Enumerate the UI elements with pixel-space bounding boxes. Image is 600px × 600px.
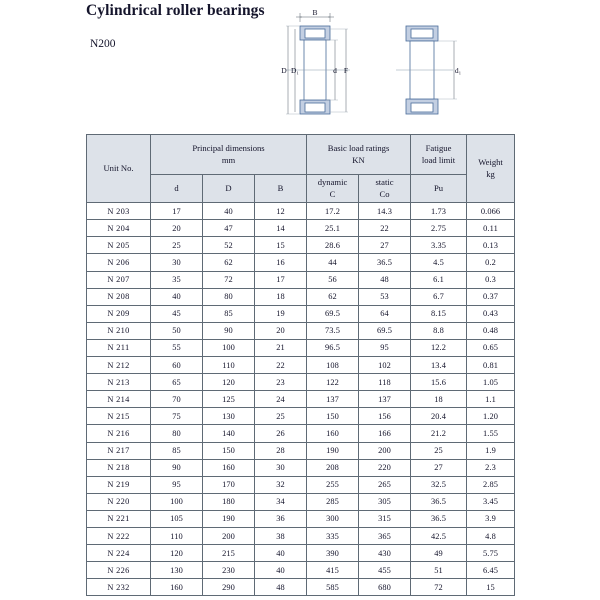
cell-static-co: 166 <box>359 425 411 442</box>
cell-d: 70 <box>151 391 203 408</box>
cell-fatigue-pu: 49 <box>411 545 467 562</box>
cell-dynamic-c: 150 <box>307 408 359 425</box>
cell-fatigue-pu: 13.4 <box>411 357 467 374</box>
cell-d: 65 <box>151 374 203 391</box>
cell-unit: N 215 <box>87 408 151 425</box>
cell-d: 25 <box>151 237 203 254</box>
cell-outer-diameter: 150 <box>203 442 255 459</box>
cell-unit: N 210 <box>87 322 151 339</box>
cell-dynamic-c: 415 <box>307 562 359 579</box>
cell-unit: N 203 <box>87 203 151 220</box>
cell-fatigue-pu: 20.4 <box>411 408 467 425</box>
cell-weight: 0.37 <box>467 288 515 305</box>
cell-static-co: 265 <box>359 476 411 493</box>
cell-dynamic-c: 122 <box>307 374 359 391</box>
cell-outer-diameter: 80 <box>203 288 255 305</box>
cell-d: 30 <box>151 254 203 271</box>
cell-unit: N 206 <box>87 254 151 271</box>
cell-dynamic-c: 25.1 <box>307 220 359 237</box>
cell-static-co: 156 <box>359 408 411 425</box>
cell-dynamic-c: 208 <box>307 459 359 476</box>
cell-static-co: 64 <box>359 305 411 322</box>
cell-weight: 3.9 <box>467 510 515 527</box>
cell-unit: N 208 <box>87 288 151 305</box>
cell-weight: 4.8 <box>467 527 515 544</box>
table-row <box>87 322 515 339</box>
cell-weight: 1.9 <box>467 442 515 459</box>
cell-weight: 1.20 <box>467 408 515 425</box>
cell-weight: 0.066 <box>467 203 515 220</box>
header-fatigue-load-limit <box>411 135 467 175</box>
specifications-table <box>86 134 515 596</box>
cell-d: 80 <box>151 425 203 442</box>
cell-outer-diameter: 160 <box>203 459 255 476</box>
cell-weight: 0.13 <box>467 237 515 254</box>
cell-width: 16 <box>255 254 307 271</box>
cell-static-co: 305 <box>359 493 411 510</box>
cell-unit: N 209 <box>87 305 151 322</box>
cell-dynamic-c: 255 <box>307 476 359 493</box>
cell-d: 110 <box>151 527 203 544</box>
header-principal-title: Principal dimensions <box>192 142 265 153</box>
cell-weight: 1.55 <box>467 425 515 442</box>
cell-width: 22 <box>255 357 307 374</box>
cell-static-co: 315 <box>359 510 411 527</box>
cell-width: 25 <box>255 408 307 425</box>
header-sub-static <box>359 175 411 203</box>
cell-static-co: 14.3 <box>359 203 411 220</box>
header-sub-dynamic <box>307 175 359 203</box>
cell-d: 85 <box>151 442 203 459</box>
cell-width: 21 <box>255 339 307 356</box>
cell-outer-diameter: 100 <box>203 339 255 356</box>
cell-outer-diameter: 72 <box>203 271 255 288</box>
cell-unit: N 207 <box>87 271 151 288</box>
specifications-table-wrap <box>86 134 514 596</box>
cell-weight: 0.3 <box>467 271 515 288</box>
cell-weight: 6.45 <box>467 562 515 579</box>
cell-width: 34 <box>255 493 307 510</box>
cell-static-co: 95 <box>359 339 411 356</box>
cell-width: 30 <box>255 459 307 476</box>
cell-unit: N 217 <box>87 442 151 459</box>
cell-unit: N 214 <box>87 391 151 408</box>
cell-dynamic-c: 73.5 <box>307 322 359 339</box>
cell-static-co: 102 <box>359 357 411 374</box>
table-row <box>87 271 515 288</box>
cell-weight: 1.1 <box>467 391 515 408</box>
cell-fatigue-pu: 25 <box>411 442 467 459</box>
header-fatigue-line1: Fatigue <box>425 142 452 153</box>
cell-fatigue-pu: 72 <box>411 579 467 596</box>
cell-width: 40 <box>255 562 307 579</box>
table-row <box>87 493 515 510</box>
header-sub-pu: Pu <box>411 175 467 203</box>
cell-width: 12 <box>255 203 307 220</box>
cell-fatigue-pu: 32.5 <box>411 476 467 493</box>
header-principal-unit: mm <box>221 154 236 165</box>
cell-unit: N 218 <box>87 459 151 476</box>
label-d1: d₁ <box>454 66 462 75</box>
header-weight <box>467 135 515 203</box>
table-row <box>87 391 515 408</box>
cell-width: 23 <box>255 374 307 391</box>
cell-fatigue-pu: 21.2 <box>411 425 467 442</box>
header-static-line2: Co <box>379 188 390 199</box>
cell-d: 100 <box>151 493 203 510</box>
cell-fatigue-pu: 51 <box>411 562 467 579</box>
header-dynamic-line1: dynamic <box>317 177 348 187</box>
cell-weight: 0.11 <box>467 220 515 237</box>
cell-fatigue-pu: 36.5 <box>411 493 467 510</box>
cell-weight: 5.75 <box>467 545 515 562</box>
header-principal-dimensions <box>151 135 307 175</box>
header-sub-D: D <box>203 175 255 203</box>
cell-fatigue-pu: 8.15 <box>411 305 467 322</box>
cell-static-co: 118 <box>359 374 411 391</box>
cell-unit: N 220 <box>87 493 151 510</box>
cell-static-co: 36.5 <box>359 254 411 271</box>
cell-d: 45 <box>151 305 203 322</box>
table-row <box>87 562 515 579</box>
cell-width: 40 <box>255 545 307 562</box>
cell-weight: 15 <box>467 579 515 596</box>
table-row <box>87 374 515 391</box>
table-body <box>87 203 515 596</box>
cell-width: 36 <box>255 510 307 527</box>
cell-width: 20 <box>255 322 307 339</box>
series-label: N200 <box>90 38 116 50</box>
cell-width: 28 <box>255 442 307 459</box>
cell-static-co: 220 <box>359 459 411 476</box>
cell-d: 95 <box>151 476 203 493</box>
cell-dynamic-c: 44 <box>307 254 359 271</box>
table-row <box>87 425 515 442</box>
bearing-diagram <box>278 8 493 126</box>
cell-outer-diameter: 200 <box>203 527 255 544</box>
header-sub-B: B <box>255 175 307 203</box>
cell-outer-diameter: 52 <box>203 237 255 254</box>
header-basic-title: Basic load ratings <box>327 142 390 153</box>
cell-unit: N 211 <box>87 339 151 356</box>
table-row <box>87 527 515 544</box>
cell-static-co: 53 <box>359 288 411 305</box>
cell-d: 130 <box>151 562 203 579</box>
cell-outer-diameter: 140 <box>203 425 255 442</box>
table-row <box>87 579 515 596</box>
cell-static-co: 680 <box>359 579 411 596</box>
cell-outer-diameter: 180 <box>203 493 255 510</box>
cell-dynamic-c: 390 <box>307 545 359 562</box>
cell-weight: 0.48 <box>467 322 515 339</box>
cell-outer-diameter: 230 <box>203 562 255 579</box>
cell-dynamic-c: 56 <box>307 271 359 288</box>
cell-dynamic-c: 190 <box>307 442 359 459</box>
cell-outer-diameter: 190 <box>203 510 255 527</box>
cell-dynamic-c: 137 <box>307 391 359 408</box>
cell-outer-diameter: 290 <box>203 579 255 596</box>
cell-outer-diameter: 215 <box>203 545 255 562</box>
cell-dynamic-c: 335 <box>307 527 359 544</box>
cell-fatigue-pu: 6.1 <box>411 271 467 288</box>
cell-d: 120 <box>151 545 203 562</box>
cell-unit: N 204 <box>87 220 151 237</box>
cell-static-co: 27 <box>359 237 411 254</box>
cell-dynamic-c: 28.6 <box>307 237 359 254</box>
cell-width: 26 <box>255 425 307 442</box>
cell-d: 60 <box>151 357 203 374</box>
cell-static-co: 455 <box>359 562 411 579</box>
cell-dynamic-c: 69.5 <box>307 305 359 322</box>
table-row <box>87 339 515 356</box>
bearing-diagram-svg <box>278 8 493 126</box>
cell-d: 90 <box>151 459 203 476</box>
cell-static-co: 69.5 <box>359 322 411 339</box>
cell-fatigue-pu: 6.7 <box>411 288 467 305</box>
label-B: B <box>312 8 318 17</box>
cell-static-co: 22 <box>359 220 411 237</box>
cell-outer-diameter: 40 <box>203 203 255 220</box>
header-fatigue-line2: load limit <box>421 154 456 165</box>
cell-unit: N 232 <box>87 579 151 596</box>
cell-weight: 2.3 <box>467 459 515 476</box>
cell-unit: N 205 <box>87 237 151 254</box>
header-basic-load-ratings <box>307 135 411 175</box>
cell-d: 50 <box>151 322 203 339</box>
page-title: Cylindrical roller bearings <box>86 2 265 19</box>
cell-width: 17 <box>255 271 307 288</box>
cell-weight: 0.81 <box>467 357 515 374</box>
table-row <box>87 442 515 459</box>
cell-fatigue-pu: 4.5 <box>411 254 467 271</box>
header-dynamic-line2: C <box>329 188 336 199</box>
header-weight-line2: kg <box>486 168 495 179</box>
table-row <box>87 459 515 476</box>
table-row <box>87 545 515 562</box>
cell-width: 38 <box>255 527 307 544</box>
cell-fatigue-pu: 2.75 <box>411 220 467 237</box>
cell-fatigue-pu: 27 <box>411 459 467 476</box>
cell-width: 18 <box>255 288 307 305</box>
cell-outer-diameter: 110 <box>203 357 255 374</box>
table-row <box>87 220 515 237</box>
cell-weight: 2.85 <box>467 476 515 493</box>
cell-unit: N 213 <box>87 374 151 391</box>
cell-width: 15 <box>255 237 307 254</box>
cell-width: 32 <box>255 476 307 493</box>
cell-fatigue-pu: 42.5 <box>411 527 467 544</box>
cell-width: 14 <box>255 220 307 237</box>
cell-outer-diameter: 47 <box>203 220 255 237</box>
cell-dynamic-c: 160 <box>307 425 359 442</box>
cell-outer-diameter: 62 <box>203 254 255 271</box>
cell-unit: N 226 <box>87 562 151 579</box>
cell-fatigue-pu: 12.2 <box>411 339 467 356</box>
cell-d: 40 <box>151 288 203 305</box>
header-static-line1: static <box>375 177 394 187</box>
cell-unit: N 224 <box>87 545 151 562</box>
header-basic-unit: KN <box>352 154 365 165</box>
cell-width: 24 <box>255 391 307 408</box>
cell-d: 160 <box>151 579 203 596</box>
cell-fatigue-pu: 1.73 <box>411 203 467 220</box>
table-row <box>87 357 515 374</box>
cell-d: 20 <box>151 220 203 237</box>
cell-d: 105 <box>151 510 203 527</box>
cell-fatigue-pu: 3.35 <box>411 237 467 254</box>
cell-unit: N 221 <box>87 510 151 527</box>
cell-outer-diameter: 90 <box>203 322 255 339</box>
cell-d: 35 <box>151 271 203 288</box>
cell-weight: 3.45 <box>467 493 515 510</box>
cell-dynamic-c: 108 <box>307 357 359 374</box>
cell-outer-diameter: 125 <box>203 391 255 408</box>
table-row <box>87 305 515 322</box>
cell-static-co: 48 <box>359 271 411 288</box>
cell-static-co: 137 <box>359 391 411 408</box>
cell-width: 48 <box>255 579 307 596</box>
cell-outer-diameter: 85 <box>203 305 255 322</box>
cell-dynamic-c: 17.2 <box>307 203 359 220</box>
cell-static-co: 200 <box>359 442 411 459</box>
table-row <box>87 476 515 493</box>
header-unit-no: Unit No. <box>87 135 151 203</box>
table-row <box>87 203 515 220</box>
cell-static-co: 365 <box>359 527 411 544</box>
cell-outer-diameter: 170 <box>203 476 255 493</box>
cell-dynamic-c: 62 <box>307 288 359 305</box>
label-d: d <box>333 66 337 75</box>
header-sub-d: d <box>151 175 203 203</box>
cell-outer-diameter: 130 <box>203 408 255 425</box>
cell-dynamic-c: 285 <box>307 493 359 510</box>
cell-static-co: 430 <box>359 545 411 562</box>
table-row <box>87 254 515 271</box>
table-header <box>87 135 515 203</box>
table-row <box>87 288 515 305</box>
table-row <box>87 510 515 527</box>
cell-weight: 0.65 <box>467 339 515 356</box>
header-weight-line1: Weight <box>478 157 503 167</box>
cell-outer-diameter: 120 <box>203 374 255 391</box>
cell-fatigue-pu: 8.8 <box>411 322 467 339</box>
cell-width: 19 <box>255 305 307 322</box>
label-D: D <box>281 66 287 75</box>
cell-unit: N 212 <box>87 357 151 374</box>
cell-d: 75 <box>151 408 203 425</box>
cell-weight: 0.43 <box>467 305 515 322</box>
table-row <box>87 237 515 254</box>
cell-fatigue-pu: 18 <box>411 391 467 408</box>
cell-dynamic-c: 96.5 <box>307 339 359 356</box>
cell-unit: N 219 <box>87 476 151 493</box>
cell-unit: N 222 <box>87 527 151 544</box>
cell-fatigue-pu: 36.5 <box>411 510 467 527</box>
label-D1: D₁ <box>290 66 300 75</box>
cell-fatigue-pu: 15.6 <box>411 374 467 391</box>
cell-weight: 0.2 <box>467 254 515 271</box>
cell-dynamic-c: 300 <box>307 510 359 527</box>
table-row <box>87 408 515 425</box>
cell-dynamic-c: 585 <box>307 579 359 596</box>
cell-d: 17 <box>151 203 203 220</box>
label-F: F <box>343 66 349 75</box>
cell-unit: N 216 <box>87 425 151 442</box>
cell-d: 55 <box>151 339 203 356</box>
cell-weight: 1.05 <box>467 374 515 391</box>
